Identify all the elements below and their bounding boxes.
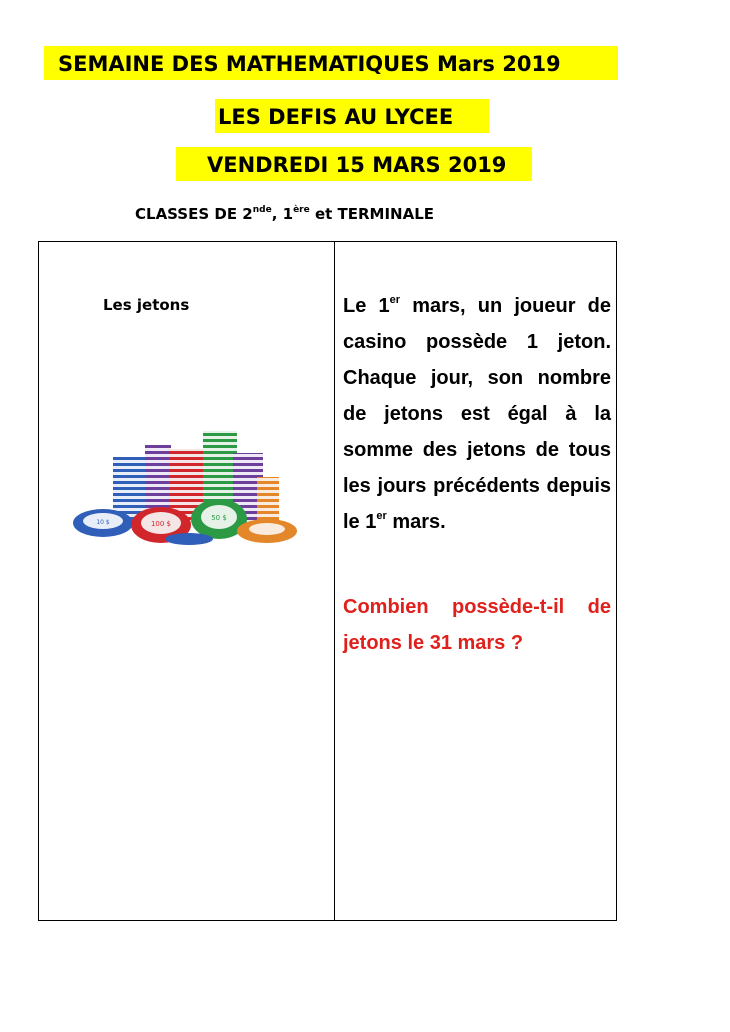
statement-part-1: Le 1 — [343, 295, 390, 317]
classes-sup-nde: nde — [252, 205, 272, 215]
challenge-question: Combien possède-t-il de jetons le 31 mars ? — [343, 596, 611, 654]
statement-part-3: mars. — [386, 511, 446, 533]
statement-sup-2: er — [376, 510, 387, 522]
header-line-1: SEMAINE DES MATHEMATIQUES Mars 2019 — [44, 46, 618, 80]
statement-sup-1: er — [389, 294, 401, 306]
chip-label-50: 50 $ — [211, 514, 227, 522]
header-line-2: LES DEFIS AU LYCEE — [215, 99, 489, 133]
statement-part-2: mars, un joueur de casino possède 1 jeton. Chaque jour, son nombre de jetons est égal à la somme des jetons de tous les jours précédents depuis le 1 — [343, 295, 611, 533]
challenge-title: Les jetons — [103, 296, 190, 314]
classes-line — [135, 205, 434, 223]
header-line-3: VENDREDI 15 MARS 2019 — [176, 147, 532, 181]
challenge-table — [38, 241, 617, 921]
classes-mid: , 1 — [271, 205, 294, 223]
chip-label-100: 100 $ — [150, 520, 172, 528]
column-divider — [334, 242, 335, 920]
casino-chips-image — [69, 427, 299, 547]
chip-label-10: 10 $ — [96, 519, 110, 526]
classes-prefix: CLASSES DE 2 — [135, 205, 253, 223]
classes-suffix: et TERMINALE — [309, 205, 435, 223]
classes-sup-ere: ère — [293, 205, 310, 215]
challenge-statement — [343, 288, 611, 540]
